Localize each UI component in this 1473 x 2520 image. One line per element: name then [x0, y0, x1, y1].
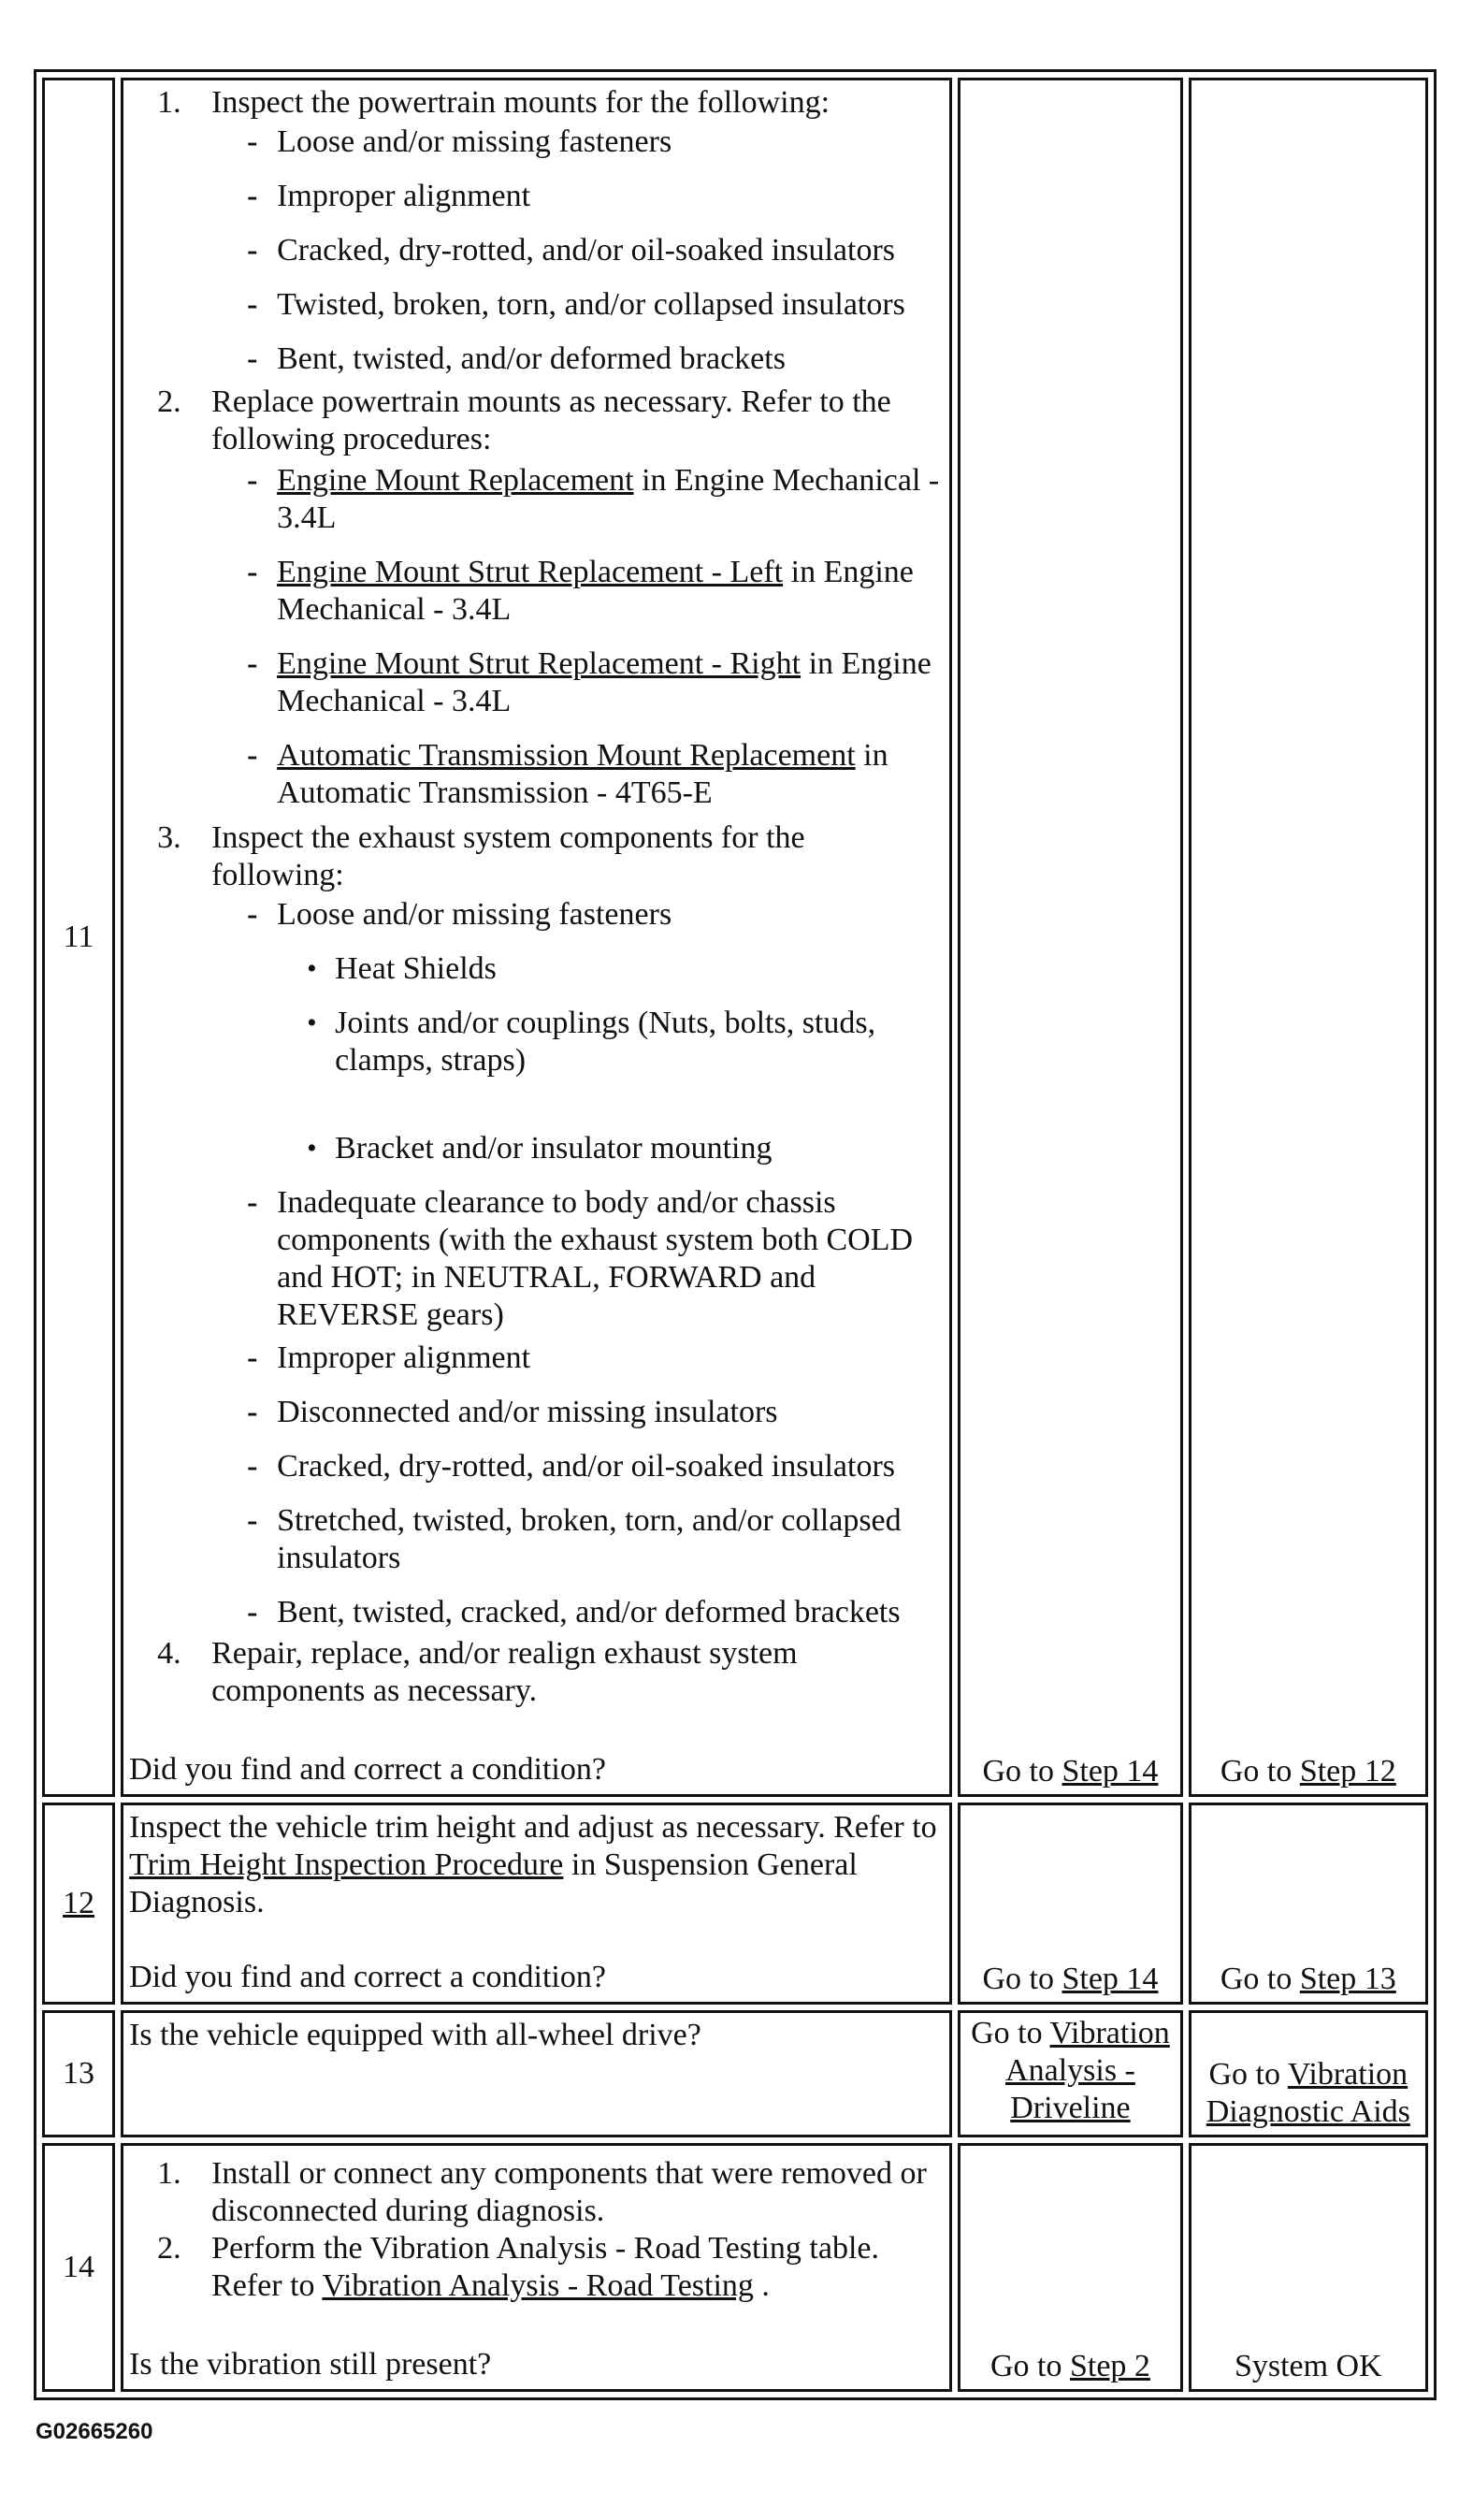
- action-steps: [129, 84, 944, 1710]
- table-row-step-11: [42, 78, 1428, 1797]
- step-text: Install or connect any components that were removed or disconnected during diagnosis.: [211, 2156, 927, 2228]
- action-step: [157, 2155, 944, 2230]
- bullet-list: [277, 950, 944, 1167]
- list-item: - Stretched, twisted, broken, torn, and/or collapsed insulators: [277, 1502, 944, 1577]
- list-item: - Inadequate clearance to body and/or chassis components (with the exhaust system both COLD and HOT; in NEUTRAL, FORWARD and REVERSE gears): [277, 1184, 944, 1334]
- list-item: [277, 554, 944, 629]
- no-prefix: Go to: [1208, 2057, 1288, 2092]
- yes-link[interactable]: Step 14: [1061, 1962, 1159, 1996]
- bullet-item: • Bracket and/or insulator mounting: [335, 1130, 944, 1167]
- question-text: Is the vehicle equipped with all-wheel drive?: [129, 2018, 701, 2052]
- dash-list: [211, 462, 944, 812]
- yes-cell: [958, 78, 1182, 1797]
- table-row-step-13: [42, 2010, 1428, 2137]
- step-text: Inspect the exhaust system components for the following:: [211, 820, 805, 892]
- procedure-link[interactable]: Engine Mount Replacement: [277, 463, 634, 498]
- link-suffix: in Engine Mechanical - 3.4L: [277, 555, 914, 627]
- list-item: [277, 645, 944, 720]
- step-text: Replace powertrain mounts as necessary. Refer to the following procedures:: [211, 384, 891, 456]
- table-row-step-12: [42, 1803, 1428, 2005]
- list-item: - Cracked, dry-rotted, and/or oil-soaked insulators: [277, 232, 944, 269]
- list-item: - Improper alignment: [277, 1340, 944, 1377]
- procedure-link[interactable]: Vibration Analysis - Road Testing: [322, 2268, 754, 2303]
- no-cell: System OK: [1189, 2143, 1428, 2392]
- step-number: 14: [42, 2143, 115, 2392]
- text-part: .: [753, 2268, 770, 2303]
- list-item: - Loose and/or missing fasteners: [277, 123, 944, 161]
- instruction-text: [129, 1809, 944, 1921]
- link-suffix: in Engine Mechanical - 3.4L: [277, 463, 940, 535]
- no-link[interactable]: Step 13: [1299, 1962, 1396, 1996]
- no-prefix: Go to: [1220, 1962, 1300, 1996]
- procedure-link[interactable]: Trim Height Inspection Procedure: [129, 1847, 564, 1882]
- action-step: [157, 384, 944, 812]
- yes-prefix: Go to: [989, 2349, 1070, 2383]
- action-steps: [129, 2155, 944, 2305]
- yes-link[interactable]: Step 14: [1061, 1754, 1159, 1789]
- action-step: [157, 2230, 944, 2305]
- step-text: Repair, replace, and/or realign exhaust system components as necessary.: [211, 1636, 798, 1708]
- yes-link[interactable]: Step 2: [1069, 2349, 1150, 2383]
- action-step: [157, 84, 944, 378]
- yes-cell: [958, 2143, 1182, 2392]
- list-item: - Disconnected and/or missing insulators: [277, 1394, 944, 1431]
- link-suffix: in Automatic Transmission - 4T65-E: [277, 738, 888, 810]
- no-link[interactable]: Vibration Diagnostic Aids: [1206, 2057, 1410, 2129]
- action-cell: [121, 2143, 952, 2392]
- action-step: [157, 819, 944, 1631]
- step-number: 13: [42, 2010, 115, 2137]
- procedure-link[interactable]: Engine Mount Strut Replacement - Right: [277, 646, 801, 681]
- diagnostic-table: [34, 69, 1437, 2400]
- no-cell: [1189, 1803, 1428, 2005]
- step-index: 1.: [157, 2156, 181, 2191]
- step-index: 1.: [157, 85, 181, 120]
- question-text: Did you find and correct a condition?: [129, 1752, 606, 1787]
- list-item: [277, 462, 944, 537]
- text-part: in Suspension General Diagnosis.: [129, 1847, 858, 1919]
- procedure-link[interactable]: Engine Mount Strut Replacement - Left: [277, 555, 784, 589]
- bullet-item: • Heat Shields: [335, 950, 944, 988]
- link-suffix: in Engine Mechanical - 3.4L: [277, 646, 931, 718]
- step-index: 4.: [157, 1636, 181, 1671]
- action-cell: [121, 1803, 952, 2005]
- step-index: 3.: [157, 820, 181, 855]
- bullet-item: • Joints and/or couplings (Nuts, bolts, studs, clamps, straps): [335, 1005, 944, 1079]
- step-number: 11: [42, 78, 115, 1797]
- step-text: Inspect the powertrain mounts for the following:: [211, 85, 830, 120]
- procedure-link[interactable]: Automatic Transmission Mount Replacement: [277, 738, 856, 773]
- table-row-step-14: [42, 2143, 1428, 2392]
- list-item: [277, 896, 944, 1167]
- step-number-link[interactable]: 12: [63, 1886, 95, 1920]
- list-item: [277, 737, 944, 812]
- yes-prefix: Go to: [982, 1962, 1062, 1996]
- yes-prefix: Go to: [982, 1754, 1062, 1789]
- yes-link[interactable]: Vibration Analysis - Driveline: [1005, 2016, 1170, 2125]
- list-item: - Cracked, dry-rotted, and/or oil-soaked insulators: [277, 1448, 944, 1485]
- text-part: Perform the Vibration Analysis - Road Testing table. Refer to: [211, 2231, 879, 2303]
- step-index: 2.: [157, 384, 181, 419]
- step-number: [42, 1803, 115, 2005]
- yes-cell: [958, 2010, 1182, 2137]
- no-link[interactable]: Step 12: [1299, 1754, 1396, 1789]
- step-index: 2.: [157, 2231, 181, 2266]
- no-cell: [1189, 78, 1428, 1797]
- no-prefix: Go to: [1220, 1754, 1300, 1789]
- dash-list: [211, 896, 944, 1631]
- action-cell: [121, 78, 952, 1797]
- question-text: Is the vibration still present?: [129, 2347, 492, 2382]
- action-cell: [121, 2010, 952, 2137]
- yes-cell: [958, 1803, 1182, 2005]
- list-item: - Improper alignment: [277, 178, 944, 215]
- no-cell: [1189, 2010, 1428, 2137]
- list-item: - Bent, twisted, cracked, and/or deformed brackets: [277, 1594, 944, 1631]
- figure-id: G02665260: [36, 2419, 153, 2444]
- list-item: - Bent, twisted, and/or deformed brackets: [277, 340, 944, 378]
- yes-prefix: Go to: [971, 2016, 1050, 2050]
- list-item-text: Loose and/or missing fasteners: [277, 897, 672, 932]
- list-item: - Twisted, broken, torn, and/or collapsed insulators: [277, 286, 944, 324]
- question-text: Did you find and correct a condition?: [129, 1960, 606, 1994]
- action-step: [157, 1635, 944, 1710]
- dash-list: [211, 123, 944, 378]
- text-part: Inspect the vehicle trim height and adjust as necessary. Refer to: [129, 1810, 937, 1845]
